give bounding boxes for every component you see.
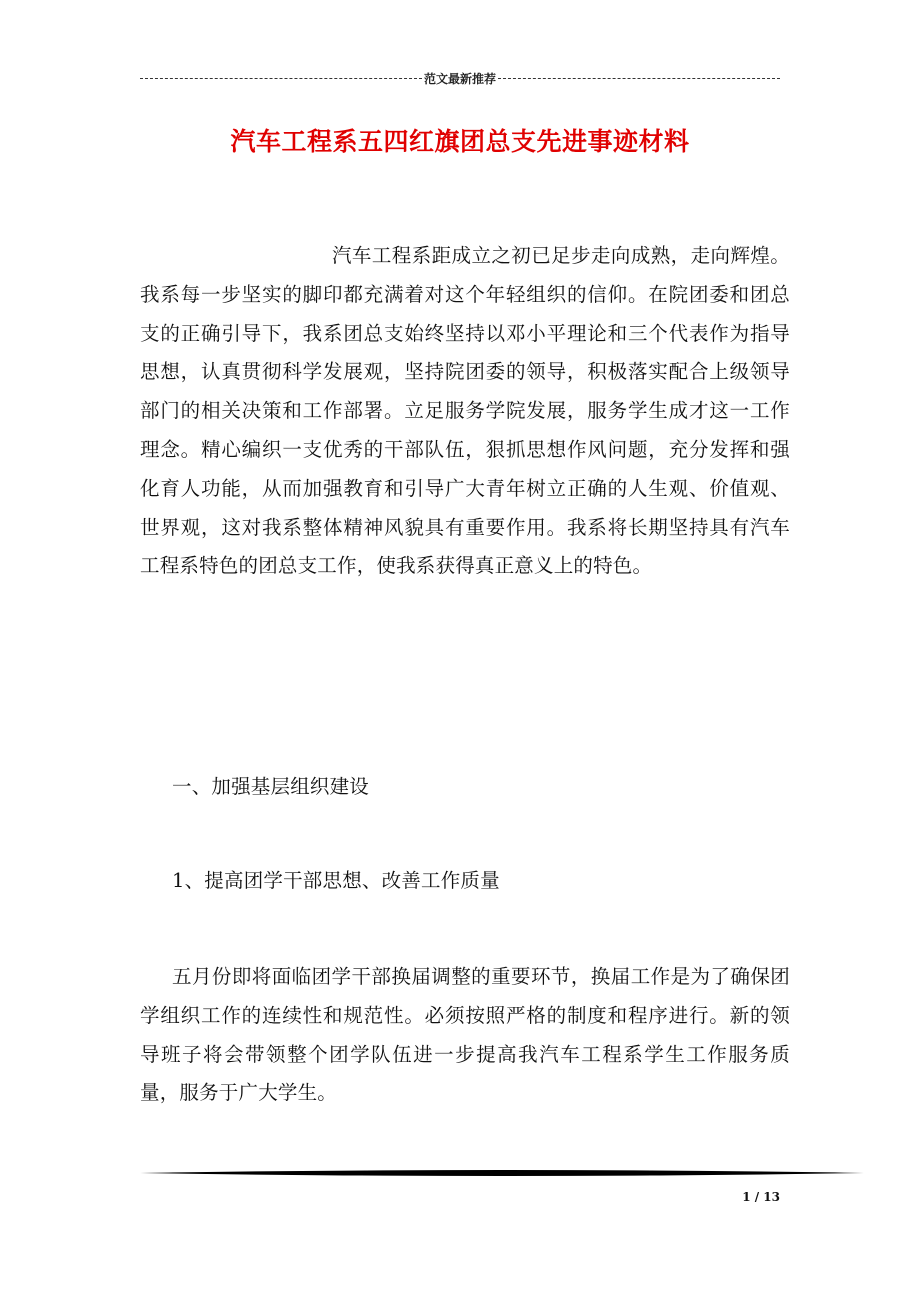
page-header [140,68,780,88]
section-heading: 一、加强基层组织建设 [172,775,370,798]
header-dash-left [140,78,422,79]
header-dash-right [498,78,780,79]
page-number: 1 / 13 [742,1190,780,1204]
subsection-heading: 1、提高团学干部思想、改善工作质量 [172,869,500,892]
document-title: 汽车工程系五四红旗团总支先进事迹材料 [230,127,690,156]
header-label: 范文最新推荐 [424,71,497,86]
body-paragraph: 五月份即将面临团学干部换届调整的重要环节，换届工作是为了确保团学组织工作的连续性和规范性。必须按照严格的制度和程序进行。新的领导班子将会带领整个团学队伍进一步提高我汽车工程系学生工作服务质量，服务于广大学生。 [140,965,790,1105]
intro-paragraph: 汽车工程系距成立之初已足步走向成熟，走向辉煌。我系每一步坚实的脚印都充满着对这个年轻组织的信仰。在院团委和团总支的正确引导下，我系团总支始终坚持以邓小平理论和三个代表作为指导思想，认真贯彻科学发展观，坚持院团委的领导，积极落实配合上级领导部门的相关决策和工作部署。立足服务学院发展，服务学生成才这一工作理念。精心编织一支优秀的干部队伍，狠抓思想作风问题，充分发挥和强化育人功能，从而加强教育和引导广大青年树立正确的人生观、价值观、世界观，这对我系整体精神风貌具有重要作用。我系将长期坚持具有汽车工程系特色的团总支工作，使我系获得真正意义上的特色。 [140,244,790,578]
footer-divider [140,1168,864,1178]
